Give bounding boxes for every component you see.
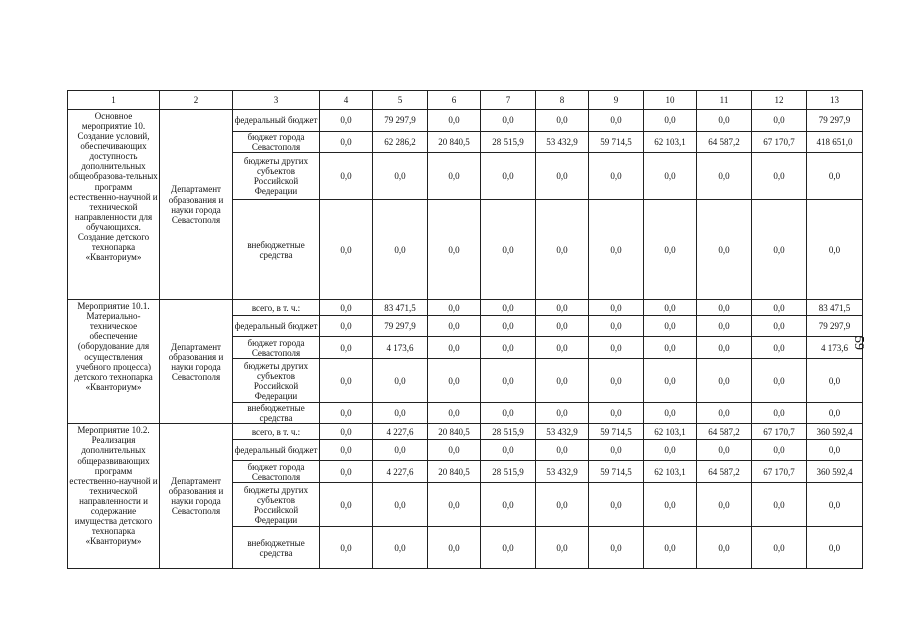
amount-cell: 0,0 xyxy=(697,483,752,527)
amount-cell: 0,0 xyxy=(644,110,697,132)
column-header-1: 1 xyxy=(68,91,160,110)
column-header-10: 10 xyxy=(644,91,697,110)
amount-cell: 0,0 xyxy=(697,200,752,300)
amount-cell: 360 592,4 xyxy=(807,461,863,483)
amount-cell: 0,0 xyxy=(373,200,428,300)
table-row xyxy=(68,110,863,132)
column-header-13: 13 xyxy=(807,91,863,110)
amount-cell: 64 587,2 xyxy=(697,461,752,483)
amount-cell: 0,0 xyxy=(536,200,589,300)
amount-cell: 0,0 xyxy=(481,200,536,300)
amount-cell: 0,0 xyxy=(428,440,481,461)
amount-cell: 59 714,5 xyxy=(589,132,644,153)
amount-cell: 0,0 xyxy=(536,483,589,527)
amount-cell: 0,0 xyxy=(644,527,697,569)
amount-cell: 62 103,1 xyxy=(644,424,697,440)
amount-cell: 67 170,7 xyxy=(752,461,807,483)
amount-cell: 79 297,9 xyxy=(373,316,428,337)
budget-table xyxy=(67,90,863,569)
amount-cell: 0,0 xyxy=(536,403,589,424)
amount-cell: 64 587,2 xyxy=(697,132,752,153)
amount-cell: 4 227,6 xyxy=(373,461,428,483)
amount-cell: 0,0 xyxy=(481,337,536,359)
amount-cell: 0,0 xyxy=(697,153,752,200)
amount-cell: 67 170,7 xyxy=(752,132,807,153)
funding-source: федеральный бюджет xyxy=(233,440,320,461)
amount-cell: 0,0 xyxy=(320,300,373,316)
amount-cell: 0,0 xyxy=(697,403,752,424)
amount-cell: 0,0 xyxy=(320,200,373,300)
amount-cell: 53 432,9 xyxy=(536,461,589,483)
amount-cell: 28 515,9 xyxy=(481,132,536,153)
amount-cell: 0,0 xyxy=(644,300,697,316)
amount-cell: 0,0 xyxy=(320,403,373,424)
amount-cell: 0,0 xyxy=(320,316,373,337)
funding-source: внебюджетные средства xyxy=(233,200,320,300)
amount-cell: 0,0 xyxy=(752,359,807,403)
amount-cell: 0,0 xyxy=(644,403,697,424)
amount-cell: 0,0 xyxy=(644,359,697,403)
amount-cell: 0,0 xyxy=(536,300,589,316)
amount-cell: 0,0 xyxy=(373,359,428,403)
activity-description: Мероприятие 10.2. Реализация дополнительных общеразвивающих программ естественно-научной и технической направленности и содержание имущества детского технопарка «Кванториум» xyxy=(68,424,160,569)
funding-source: бюджеты других субъектов Российской Федерации xyxy=(233,153,320,200)
funding-source: федеральный бюджет xyxy=(233,316,320,337)
amount-cell: 0,0 xyxy=(481,527,536,569)
amount-cell: 0,0 xyxy=(481,403,536,424)
amount-cell: 0,0 xyxy=(428,153,481,200)
activity-description: Мероприятие 10.1. Материально-техническое обеспечение (оборудование для осуществления учебного процесса) детского технопарка «Кванториум» xyxy=(68,300,160,424)
amount-cell: 62 103,1 xyxy=(644,132,697,153)
amount-cell: 0,0 xyxy=(428,200,481,300)
amount-cell: 0,0 xyxy=(697,359,752,403)
amount-cell: 83 471,5 xyxy=(373,300,428,316)
table-row xyxy=(68,300,863,316)
amount-cell: 0,0 xyxy=(752,110,807,132)
amount-cell: 0,0 xyxy=(481,440,536,461)
amount-cell: 4 227,6 xyxy=(373,424,428,440)
amount-cell: 0,0 xyxy=(752,316,807,337)
amount-cell: 0,0 xyxy=(481,359,536,403)
amount-cell: 0,0 xyxy=(373,153,428,200)
amount-cell: 0,0 xyxy=(481,153,536,200)
amount-cell: 0,0 xyxy=(481,316,536,337)
amount-cell: 0,0 xyxy=(481,483,536,527)
amount-cell: 0,0 xyxy=(536,337,589,359)
amount-cell: 0,0 xyxy=(320,440,373,461)
amount-cell: 0,0 xyxy=(481,300,536,316)
amount-cell: 20 840,5 xyxy=(428,461,481,483)
amount-cell: 0,0 xyxy=(373,527,428,569)
amount-cell: 0,0 xyxy=(807,403,863,424)
amount-cell: 0,0 xyxy=(320,424,373,440)
amount-cell: 0,0 xyxy=(536,440,589,461)
column-header-3: 3 xyxy=(233,91,320,110)
amount-cell: 0,0 xyxy=(807,359,863,403)
amount-cell: 0,0 xyxy=(752,440,807,461)
amount-cell: 360 592,4 xyxy=(807,424,863,440)
amount-cell: 0,0 xyxy=(807,527,863,569)
amount-cell: 0,0 xyxy=(589,483,644,527)
table-body xyxy=(68,110,863,569)
amount-cell: 0,0 xyxy=(589,300,644,316)
funding-source: бюджет города Севастополя xyxy=(233,132,320,153)
funding-source: внебюджетные средства xyxy=(233,527,320,569)
amount-cell: 62 103,1 xyxy=(644,461,697,483)
amount-cell: 0,0 xyxy=(752,300,807,316)
amount-cell: 0,0 xyxy=(697,527,752,569)
amount-cell: 0,0 xyxy=(428,316,481,337)
amount-cell: 0,0 xyxy=(697,337,752,359)
amount-cell: 0,0 xyxy=(697,316,752,337)
amount-cell: 67 170,7 xyxy=(752,424,807,440)
column-header-9: 9 xyxy=(589,91,644,110)
funding-source: всего, в т. ч.: xyxy=(233,424,320,440)
amount-cell: 0,0 xyxy=(697,110,752,132)
amount-cell: 0,0 xyxy=(752,483,807,527)
amount-cell: 0,0 xyxy=(644,483,697,527)
amount-cell: 0,0 xyxy=(807,440,863,461)
column-header-2: 2 xyxy=(160,91,233,110)
amount-cell: 0,0 xyxy=(589,200,644,300)
amount-cell: 0,0 xyxy=(428,483,481,527)
amount-cell: 0,0 xyxy=(373,403,428,424)
amount-cell: 0,0 xyxy=(320,110,373,132)
amount-cell: 0,0 xyxy=(320,527,373,569)
amount-cell: 0,0 xyxy=(644,153,697,200)
funding-source: бюджет города Севастополя xyxy=(233,337,320,359)
funding-source: бюджет города Севастополя xyxy=(233,461,320,483)
amount-cell: 79 297,9 xyxy=(807,316,863,337)
amount-cell: 0,0 xyxy=(589,110,644,132)
funding-source: бюджеты других субъектов Российской Федерации xyxy=(233,483,320,527)
amount-cell: 0,0 xyxy=(320,483,373,527)
amount-cell: 4 173,6 xyxy=(373,337,428,359)
amount-cell: 0,0 xyxy=(589,440,644,461)
amount-cell: 0,0 xyxy=(428,337,481,359)
amount-cell: 418 651,0 xyxy=(807,132,863,153)
responsible-department: Департамент образования и науки города Севастополя xyxy=(160,110,233,300)
amount-cell: 83 471,5 xyxy=(807,300,863,316)
amount-cell: 0,0 xyxy=(697,300,752,316)
amount-cell: 0,0 xyxy=(644,316,697,337)
amount-cell: 0,0 xyxy=(807,483,863,527)
amount-cell: 0,0 xyxy=(752,527,807,569)
amount-cell: 20 840,5 xyxy=(428,424,481,440)
amount-cell: 0,0 xyxy=(536,527,589,569)
amount-cell: 0,0 xyxy=(320,153,373,200)
amount-cell: 0,0 xyxy=(536,316,589,337)
amount-cell: 0,0 xyxy=(428,527,481,569)
amount-cell: 62 286,2 xyxy=(373,132,428,153)
amount-cell: 0,0 xyxy=(320,132,373,153)
amount-cell: 59 714,5 xyxy=(589,461,644,483)
amount-cell: 59 714,5 xyxy=(589,424,644,440)
amount-cell: 0,0 xyxy=(536,359,589,403)
amount-cell: 20 840,5 xyxy=(428,132,481,153)
amount-cell: 0,0 xyxy=(373,440,428,461)
amount-cell: 0,0 xyxy=(589,527,644,569)
column-header-11: 11 xyxy=(697,91,752,110)
amount-cell: 0,0 xyxy=(589,316,644,337)
amount-cell: 0,0 xyxy=(644,440,697,461)
funding-source: всего, в т. ч.: xyxy=(233,300,320,316)
column-header-5: 5 xyxy=(373,91,428,110)
amount-cell: 79 297,9 xyxy=(373,110,428,132)
column-header-12: 12 xyxy=(752,91,807,110)
amount-cell: 28 515,9 xyxy=(481,461,536,483)
amount-cell: 0,0 xyxy=(320,359,373,403)
amount-cell: 0,0 xyxy=(697,440,752,461)
funding-source: федеральный бюджет xyxy=(233,110,320,132)
amount-cell: 0,0 xyxy=(428,110,481,132)
amount-cell: 0,0 xyxy=(481,110,536,132)
amount-cell: 64 587,2 xyxy=(697,424,752,440)
column-header-6: 6 xyxy=(428,91,481,110)
responsible-department: Департамент образования и науки города Севастополя xyxy=(160,424,233,569)
activity-description: Основное мероприятие 10. Создание условий, обеспечивающих доступность дополнительных общеобразова-тельных программ естественно-научной и технической направленности для обучающихся. Создание детского технопарка «Кванториум» xyxy=(68,110,160,300)
amount-cell: 0,0 xyxy=(752,403,807,424)
column-header-7: 7 xyxy=(481,91,536,110)
amount-cell: 0,0 xyxy=(320,337,373,359)
funding-source: внебюджетные средства xyxy=(233,403,320,424)
amount-cell: 0,0 xyxy=(428,359,481,403)
responsible-department: Департамент образования и науки города Севастополя xyxy=(160,300,233,424)
amount-cell: 0,0 xyxy=(752,200,807,300)
amount-cell: 0,0 xyxy=(320,461,373,483)
header-row xyxy=(68,91,863,110)
amount-cell: 0,0 xyxy=(536,110,589,132)
amount-cell: 53 432,9 xyxy=(536,424,589,440)
amount-cell: 0,0 xyxy=(807,153,863,200)
amount-cell: 0,0 xyxy=(373,483,428,527)
column-header-8: 8 xyxy=(536,91,589,110)
amount-cell: 0,0 xyxy=(589,403,644,424)
amount-cell: 79 297,9 xyxy=(807,110,863,132)
amount-cell: 0,0 xyxy=(752,337,807,359)
amount-cell: 0,0 xyxy=(589,153,644,200)
amount-cell: 0,0 xyxy=(428,403,481,424)
amount-cell: 0,0 xyxy=(589,359,644,403)
amount-cell: 0,0 xyxy=(589,337,644,359)
page-number: 59 xyxy=(851,336,866,350)
table-row xyxy=(68,424,863,440)
amount-cell: 53 432,9 xyxy=(536,132,589,153)
amount-cell: 0,0 xyxy=(644,337,697,359)
amount-cell: 0,0 xyxy=(807,200,863,300)
amount-cell: 0,0 xyxy=(536,153,589,200)
funding-source: бюджеты других субъектов Российской Федерации xyxy=(233,359,320,403)
amount-cell: 0,0 xyxy=(644,200,697,300)
amount-cell: 0,0 xyxy=(428,300,481,316)
amount-cell: 0,0 xyxy=(752,153,807,200)
column-header-4: 4 xyxy=(320,91,373,110)
amount-cell: 28 515,9 xyxy=(481,424,536,440)
amount-cell: 4 173,6 xyxy=(807,337,863,359)
